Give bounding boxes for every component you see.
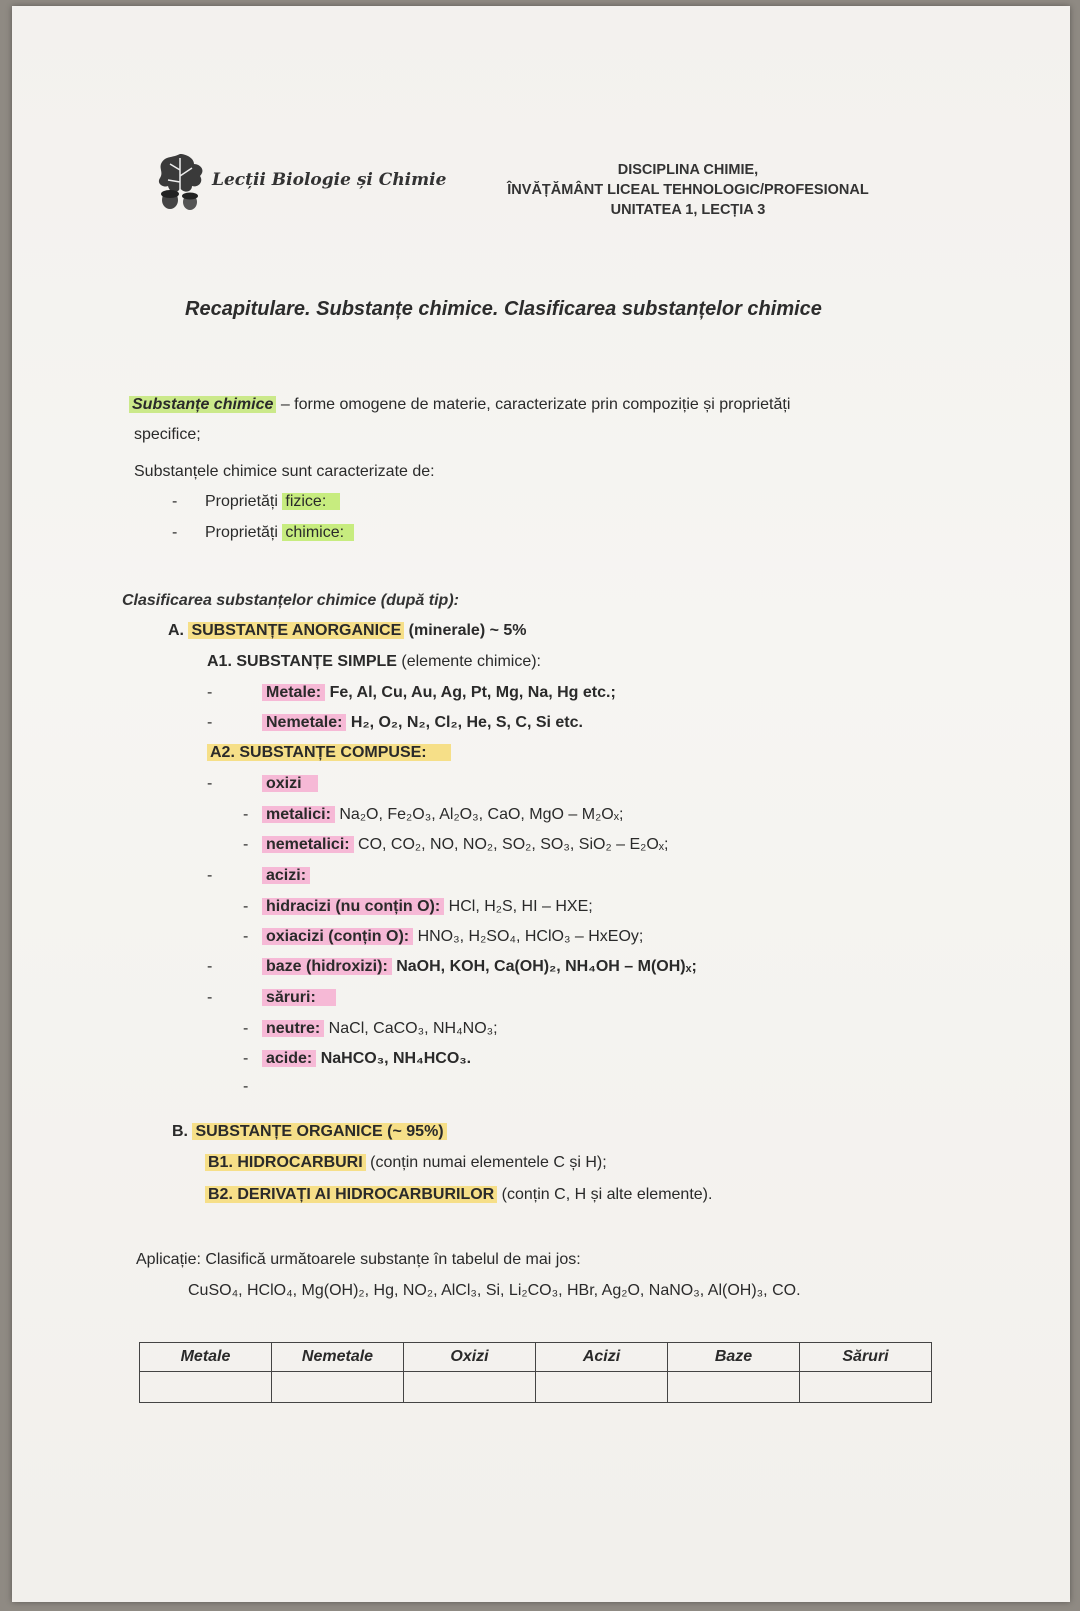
oxiacizi-line bbox=[262, 928, 643, 946]
metalici-list: Na₂O, Fe₂O₃, Al₂O₃, CaO, MgO – M₂Oₓ; bbox=[334, 806, 624, 823]
table-cell bbox=[800, 1372, 932, 1403]
definition-term: Substanțe chimice bbox=[129, 396, 276, 413]
bullet-dash: - bbox=[172, 493, 178, 510]
oxiacizi-label: oxiacizi (conțin O): bbox=[262, 928, 413, 945]
section-a bbox=[168, 622, 527, 640]
header-line-2: ÎNVĂȚĂMÂNT LICEAL TEHNOLOGIC/PROFESIONAL bbox=[507, 182, 869, 198]
table-header-cell: Acizi bbox=[536, 1343, 668, 1372]
section-a-rest: (minerale) ~ 5% bbox=[404, 622, 527, 639]
bullet-dash: - bbox=[243, 1078, 249, 1095]
baze-label: baze (hidroxizi): bbox=[262, 958, 392, 975]
section-letter: B. bbox=[172, 1123, 188, 1140]
table-header-cell: Oxizi bbox=[404, 1343, 536, 1372]
bullet-dash: - bbox=[207, 684, 213, 701]
bullet-dash: - bbox=[243, 1020, 249, 1037]
table-cell bbox=[668, 1372, 800, 1403]
section-b2-rest: (conțin C, H și alte elemente). bbox=[497, 1186, 713, 1203]
discipline-header bbox=[498, 160, 878, 220]
nemetalici-list: CO, CO₂, NO, NO₂, SO₂, SO₃, SiO₂ – E₂Oₓ; bbox=[353, 836, 669, 853]
table-header-cell: Nemetale bbox=[272, 1343, 404, 1372]
saruri-label: săruri: bbox=[262, 989, 336, 1006]
page-title: Recapitulare. Substanțe chimice. Clasificarea substanțelor chimice bbox=[185, 298, 822, 320]
bullet-dash: - bbox=[207, 989, 213, 1006]
nemetale-line bbox=[262, 714, 583, 732]
bullet-dash: - bbox=[207, 775, 213, 792]
section-a1-label: A1. SUBSTANȚE SIMPLE bbox=[207, 653, 397, 670]
bullet-dash: - bbox=[207, 958, 213, 975]
baze-list: NaOH, KOH, Ca(OH)₂, NH₄OH – M(OH)ₓ; bbox=[391, 958, 697, 975]
section-b-title: SUBSTANȚE ORGANICE (~ 95%) bbox=[192, 1123, 446, 1140]
section-a2-label: A2. SUBSTANȚE COMPUSE: bbox=[207, 744, 451, 761]
oak-leaf-acorn-icon bbox=[150, 150, 210, 214]
table-cell bbox=[140, 1372, 272, 1403]
bullet-dash: - bbox=[172, 524, 178, 541]
saruri-line bbox=[262, 989, 336, 1007]
bullet-dash: - bbox=[243, 806, 249, 823]
property-highlight: chimice: bbox=[282, 524, 354, 541]
acide-list: NaHCO₃, NH₄HCO₃. bbox=[316, 1050, 472, 1067]
definition-line-1 bbox=[129, 396, 790, 414]
section-b1-rest: (conțin numai elementele C și H); bbox=[365, 1154, 607, 1171]
bullet-dash: - bbox=[243, 928, 249, 945]
acide-label: acide: bbox=[262, 1050, 316, 1067]
table-header-row bbox=[140, 1343, 932, 1372]
bullet-dash: - bbox=[207, 867, 213, 884]
property-physical bbox=[205, 493, 340, 511]
section-b bbox=[172, 1123, 447, 1141]
section-a-title: SUBSTANȚE ANORGANICE bbox=[188, 622, 404, 639]
metalici-label: metalici: bbox=[262, 806, 335, 823]
bullet-dash: - bbox=[207, 714, 213, 731]
bullet-dash: - bbox=[243, 836, 249, 853]
definition-line-2: specifice; bbox=[134, 426, 201, 443]
definition-text: – forme omogene de materie, caracterizate prin compoziție și proprietăți bbox=[276, 396, 791, 413]
nemetalici-label: nemetalici: bbox=[262, 836, 354, 853]
section-a1-rest: (elemente chimice): bbox=[396, 653, 541, 670]
neutre-line bbox=[262, 1020, 498, 1038]
hidracizi-line bbox=[262, 898, 593, 916]
metale-list: Fe, Al, Cu, Au, Ag, Pt, Mg, Na, Hg etc.; bbox=[325, 684, 616, 701]
table-cell bbox=[404, 1372, 536, 1403]
logo bbox=[150, 150, 447, 220]
nemetale-list: H₂, O₂, N₂, Cl₂, He, S, C, Si etc. bbox=[346, 714, 583, 731]
section-b2 bbox=[205, 1186, 712, 1204]
section-b1-label: B1. HIDROCARBURI bbox=[205, 1154, 366, 1171]
oxizi-line bbox=[262, 775, 318, 793]
hidracizi-list: HCl, H₂S, HI – HXE; bbox=[444, 898, 593, 915]
hidracizi-label: hidracizi (nu conțin O): bbox=[262, 898, 444, 915]
section-a1 bbox=[207, 653, 541, 671]
classification-heading: Clasificarea substanțelor chimice (după tip): bbox=[122, 592, 459, 609]
header-line-3: UNITATEA 1, LECȚIA 3 bbox=[610, 202, 766, 218]
neutre-list: NaCl, CaCO₃, NH₄NO₃; bbox=[324, 1020, 498, 1037]
table-header-cell: Metale bbox=[140, 1343, 272, 1372]
metale-line bbox=[262, 684, 616, 702]
table-header-cell: Baze bbox=[668, 1343, 800, 1372]
table-cell bbox=[272, 1372, 404, 1403]
header-line-1: DISCIPLINA CHIMIE, bbox=[617, 162, 759, 178]
table-cell bbox=[536, 1372, 668, 1403]
oxiacizi-list: HNO₃, H₂SO₄, HClO₃ – HxEOy; bbox=[413, 928, 644, 945]
section-b1 bbox=[205, 1154, 607, 1172]
baze-line bbox=[262, 958, 697, 976]
characterized-intro: Substanțele chimice sunt caracterizate de: bbox=[134, 463, 435, 480]
section-letter: A. bbox=[168, 622, 184, 639]
application-list: CuSO₄, HClO₄, Mg(OH)₂, Hg, NO₂, AlCl₃, Si, Li₂CO₃, HBr, Ag₂O, NaNO₃, Al(OH)₃, CO. bbox=[188, 1282, 801, 1299]
acide-line bbox=[262, 1050, 471, 1068]
property-prefix: Proprietăți bbox=[205, 524, 283, 541]
acizi-label: acizi: bbox=[262, 867, 310, 884]
property-highlight: fizice: bbox=[282, 493, 340, 510]
classification-table bbox=[139, 1342, 932, 1403]
property-prefix: Proprietăți bbox=[205, 493, 283, 510]
bullet-dash: - bbox=[243, 898, 249, 915]
table-row bbox=[140, 1372, 932, 1403]
logo-text: Lecții Biologie și Chimie bbox=[212, 170, 447, 190]
application-prompt: Aplicație: Clasifică următoarele substanțe în tabelul de mai jos: bbox=[136, 1251, 581, 1268]
metalici-line bbox=[262, 806, 623, 824]
table-header-cell: Săruri bbox=[800, 1343, 932, 1372]
oxizi-label: oxizi bbox=[262, 775, 318, 792]
bullet-dash: - bbox=[243, 1050, 249, 1067]
section-b2-label: B2. DERIVAȚI AI HIDROCARBURILOR bbox=[205, 1186, 497, 1203]
nemetale-label: Nemetale: bbox=[262, 714, 346, 731]
acizi-line bbox=[262, 867, 310, 885]
nemetalici-line bbox=[262, 836, 668, 854]
property-chemical bbox=[205, 524, 354, 542]
section-a2 bbox=[207, 744, 451, 762]
metale-label: Metale: bbox=[262, 684, 325, 701]
neutre-label: neutre: bbox=[262, 1020, 324, 1037]
